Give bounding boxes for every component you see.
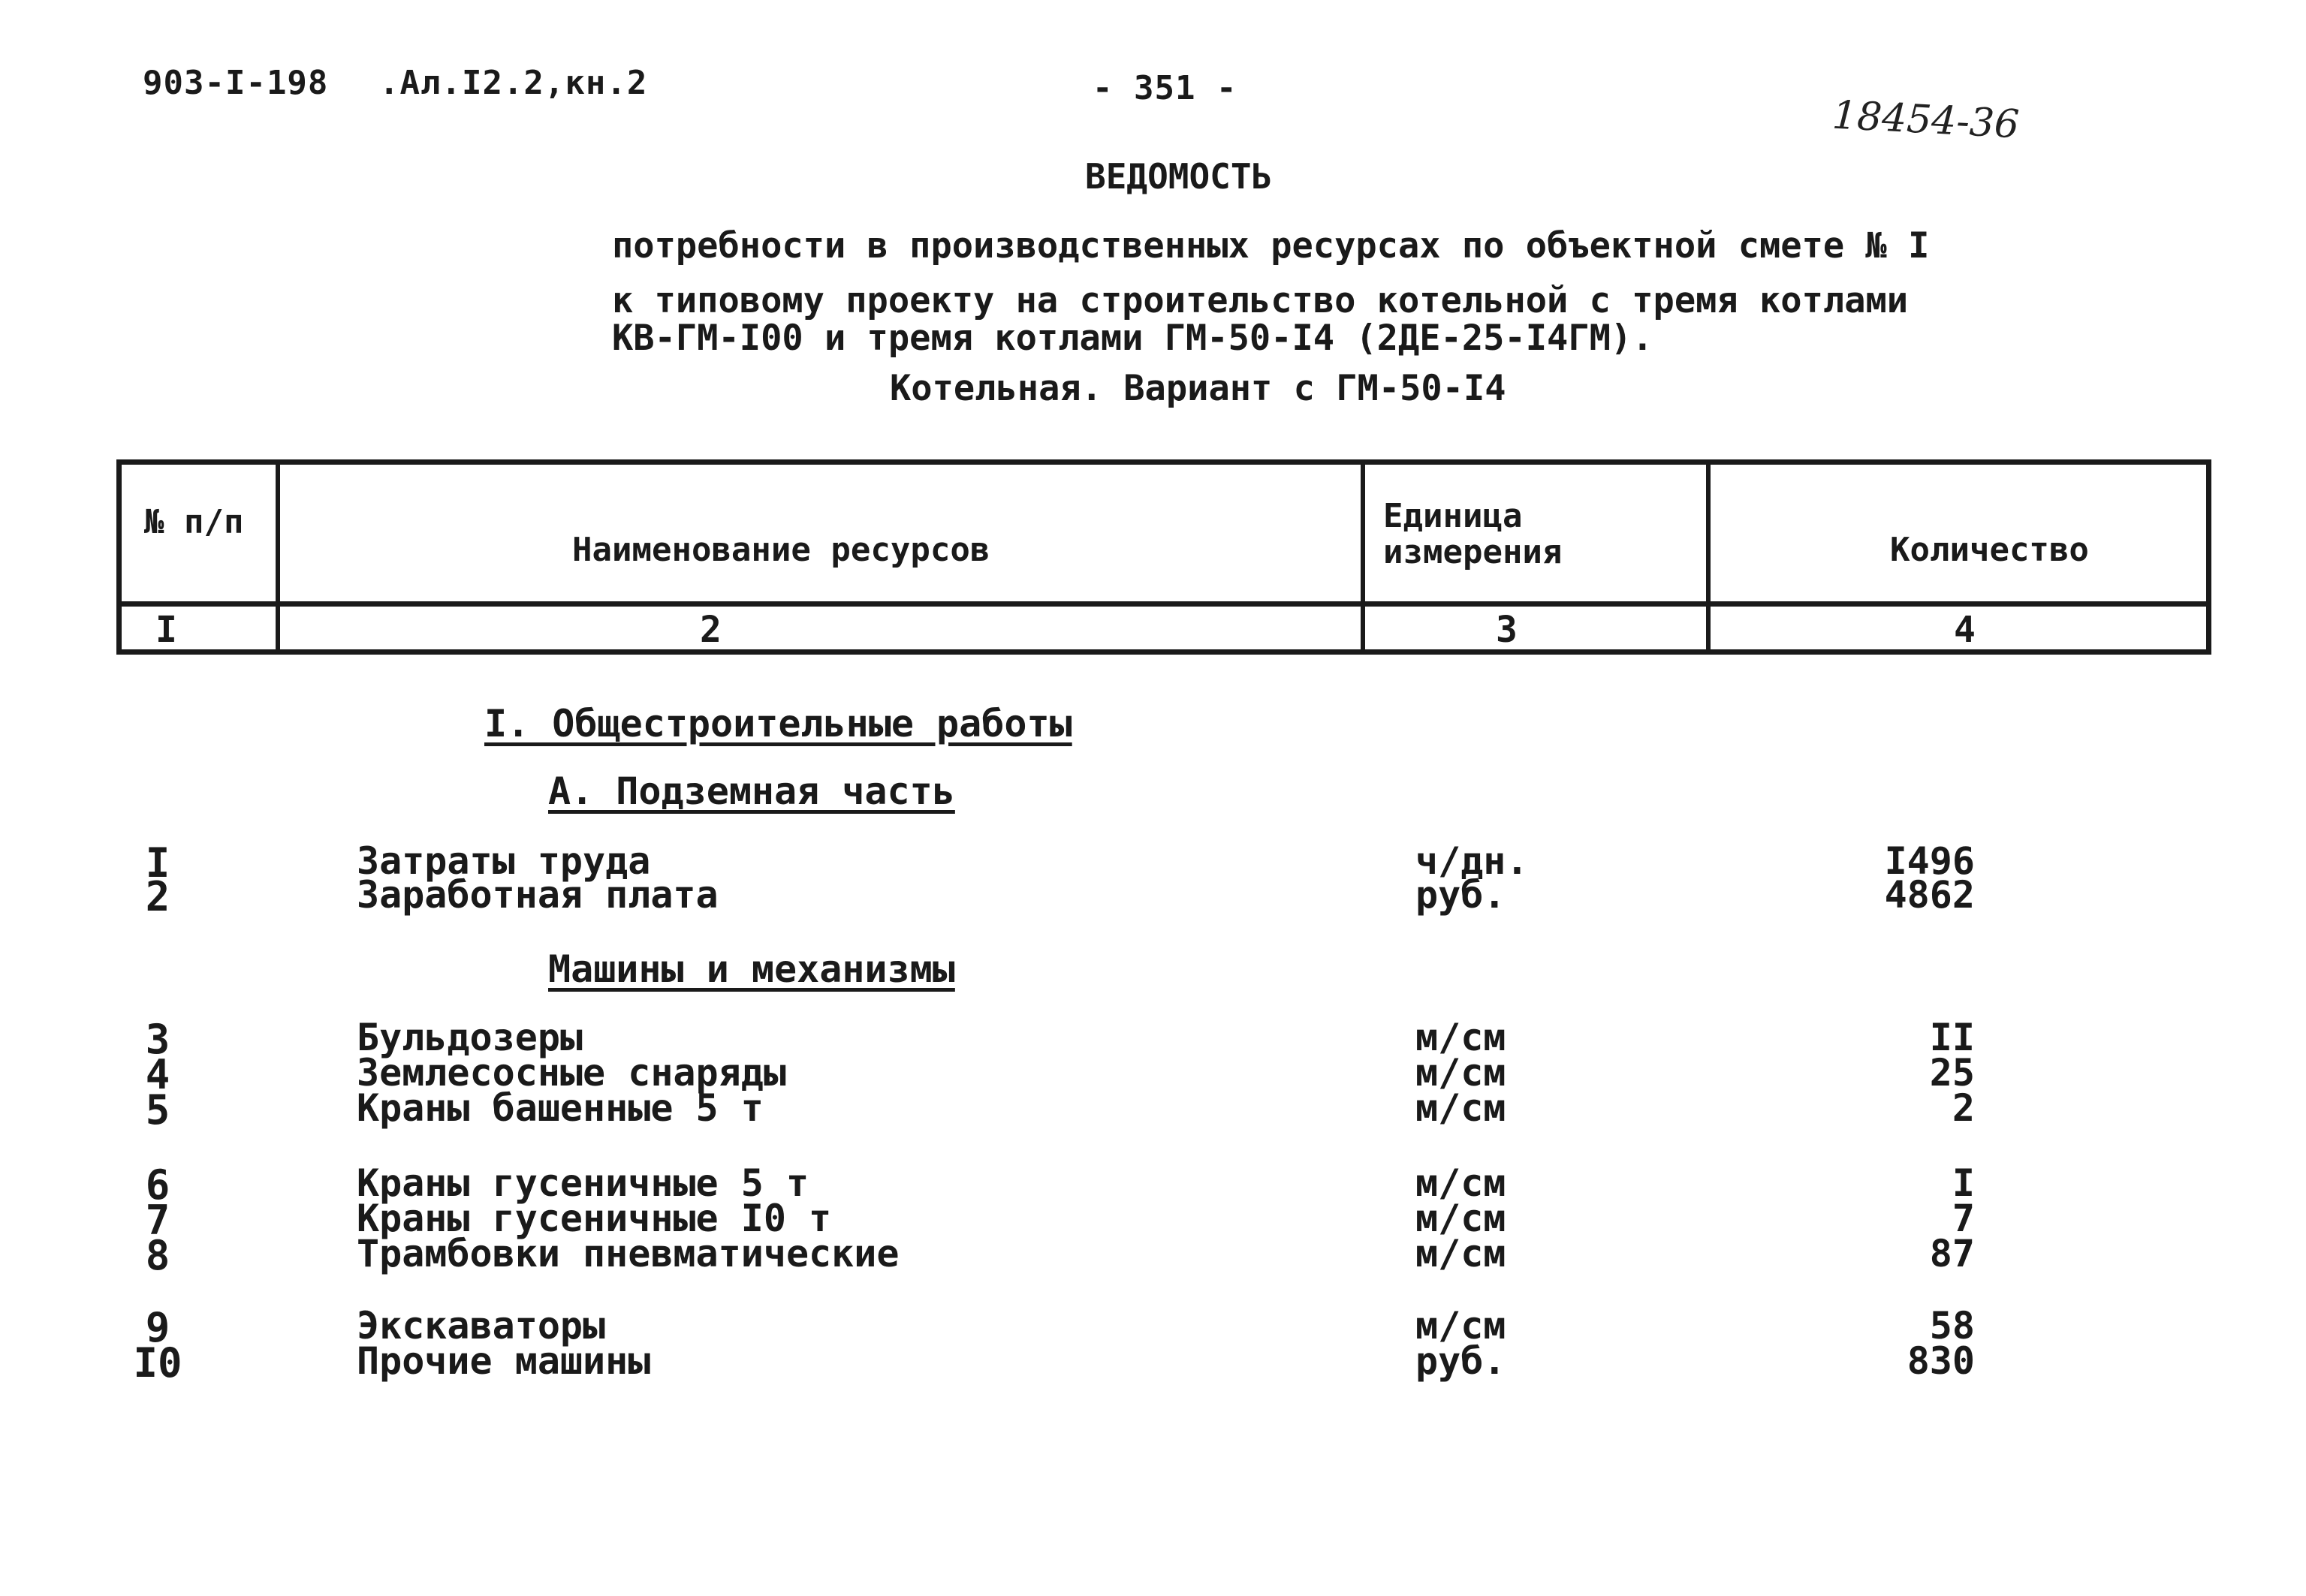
column-number-3: 3 [1496,609,1518,651]
resource-quantity: I [1952,1161,1975,1205]
row-number: 2 [145,873,170,920]
document-code: 903-I-198 [143,64,329,102]
row-divider [122,601,2206,607]
row-number: 3 [145,1016,170,1063]
resource-name: Заработная плата [357,873,719,917]
resource-name: Прочие машины [357,1339,651,1383]
resource-name: Краны гусеничные I0 т [357,1197,832,1240]
resource-unit: м/см [1415,1051,1506,1095]
resource-unit: м/см [1415,1304,1506,1348]
resource-name: Землесосные снаряды [357,1051,786,1095]
column-divider [1706,465,1711,649]
resource-unit: м/см [1415,1016,1506,1059]
row-number: 8 [145,1232,170,1279]
machines-heading: Машины и механизмы [548,947,955,991]
row-number: 4 [145,1051,170,1098]
row-number: 5 [145,1086,170,1134]
column-number-2: 2 [700,609,722,651]
resource-unit: м/см [1415,1232,1506,1275]
resource-name: Бульдозеры [357,1016,583,1059]
resource-unit: руб. [1415,873,1506,917]
section-heading: I. Общестроительные работы [484,702,1072,745]
resource-quantity: 7 [1952,1197,1975,1240]
resource-quantity: 2 [1952,1086,1975,1130]
header-number: № п/п [144,503,244,541]
subsection-heading: А. Подземная часть [548,769,955,813]
resource-name: Трамбовки пневматические [357,1232,900,1275]
resource-quantity: 4862 [1884,873,1975,917]
row-number: I0 [133,1339,182,1387]
resource-name: Экскаваторы [357,1304,606,1348]
resource-unit: м/см [1415,1197,1506,1240]
header-resource-name: Наименование ресурсов [572,531,990,569]
resource-unit: м/см [1415,1086,1506,1130]
handwritten-number: 18454-36 [1831,92,2021,148]
header-quantity: Количество [1890,531,2089,569]
row-number: 9 [145,1304,170,1351]
row-number: I [145,839,170,887]
resource-unit: ч/дн. [1415,839,1529,883]
resource-unit: руб. [1415,1339,1506,1383]
resource-name: Краны башенные 5 т [357,1086,764,1130]
subtitle-line-2: к типовому проекту на строительство котельной с тремя котлами [612,280,1909,321]
resource-name: Краны гусеничные 5 т [357,1161,809,1205]
subtitle-line-3: КВ-ГМ-I00 и тремя котлами ГМ-50-I4 (2ДЕ-25-I4ГМ). [612,318,1653,359]
subtitle-line-1: потребности в производственных ресурсах по объектной смете № I [612,225,1930,267]
resource-unit: м/см [1415,1161,1506,1205]
resource-quantity: 830 [1907,1339,1975,1383]
resource-quantity: I496 [1884,839,1975,883]
row-number: 6 [145,1161,170,1209]
resource-quantity: II [1929,1016,1975,1059]
album-reference: .Ал.I2.2,кн.2 [379,64,648,102]
subtitle-line-4: Котельная. Вариант с ГМ-50-I4 [890,368,1506,409]
page-number: - 351 - [1093,69,1237,107]
resource-table-header [116,459,2211,655]
column-number-1: I [155,609,177,651]
column-divider [276,465,280,649]
document-title: ВЕДОМОСТЬ [1085,156,1273,197]
resource-quantity: 58 [1929,1304,1975,1348]
column-divider [1361,465,1365,649]
resource-quantity: 25 [1929,1051,1975,1095]
row-number: 7 [145,1197,170,1244]
resource-name: Затраты труда [357,839,651,883]
column-number-4: 4 [1954,609,1976,651]
resource-quantity: 87 [1929,1232,1975,1275]
header-unit: Единица измерения [1383,497,1563,571]
